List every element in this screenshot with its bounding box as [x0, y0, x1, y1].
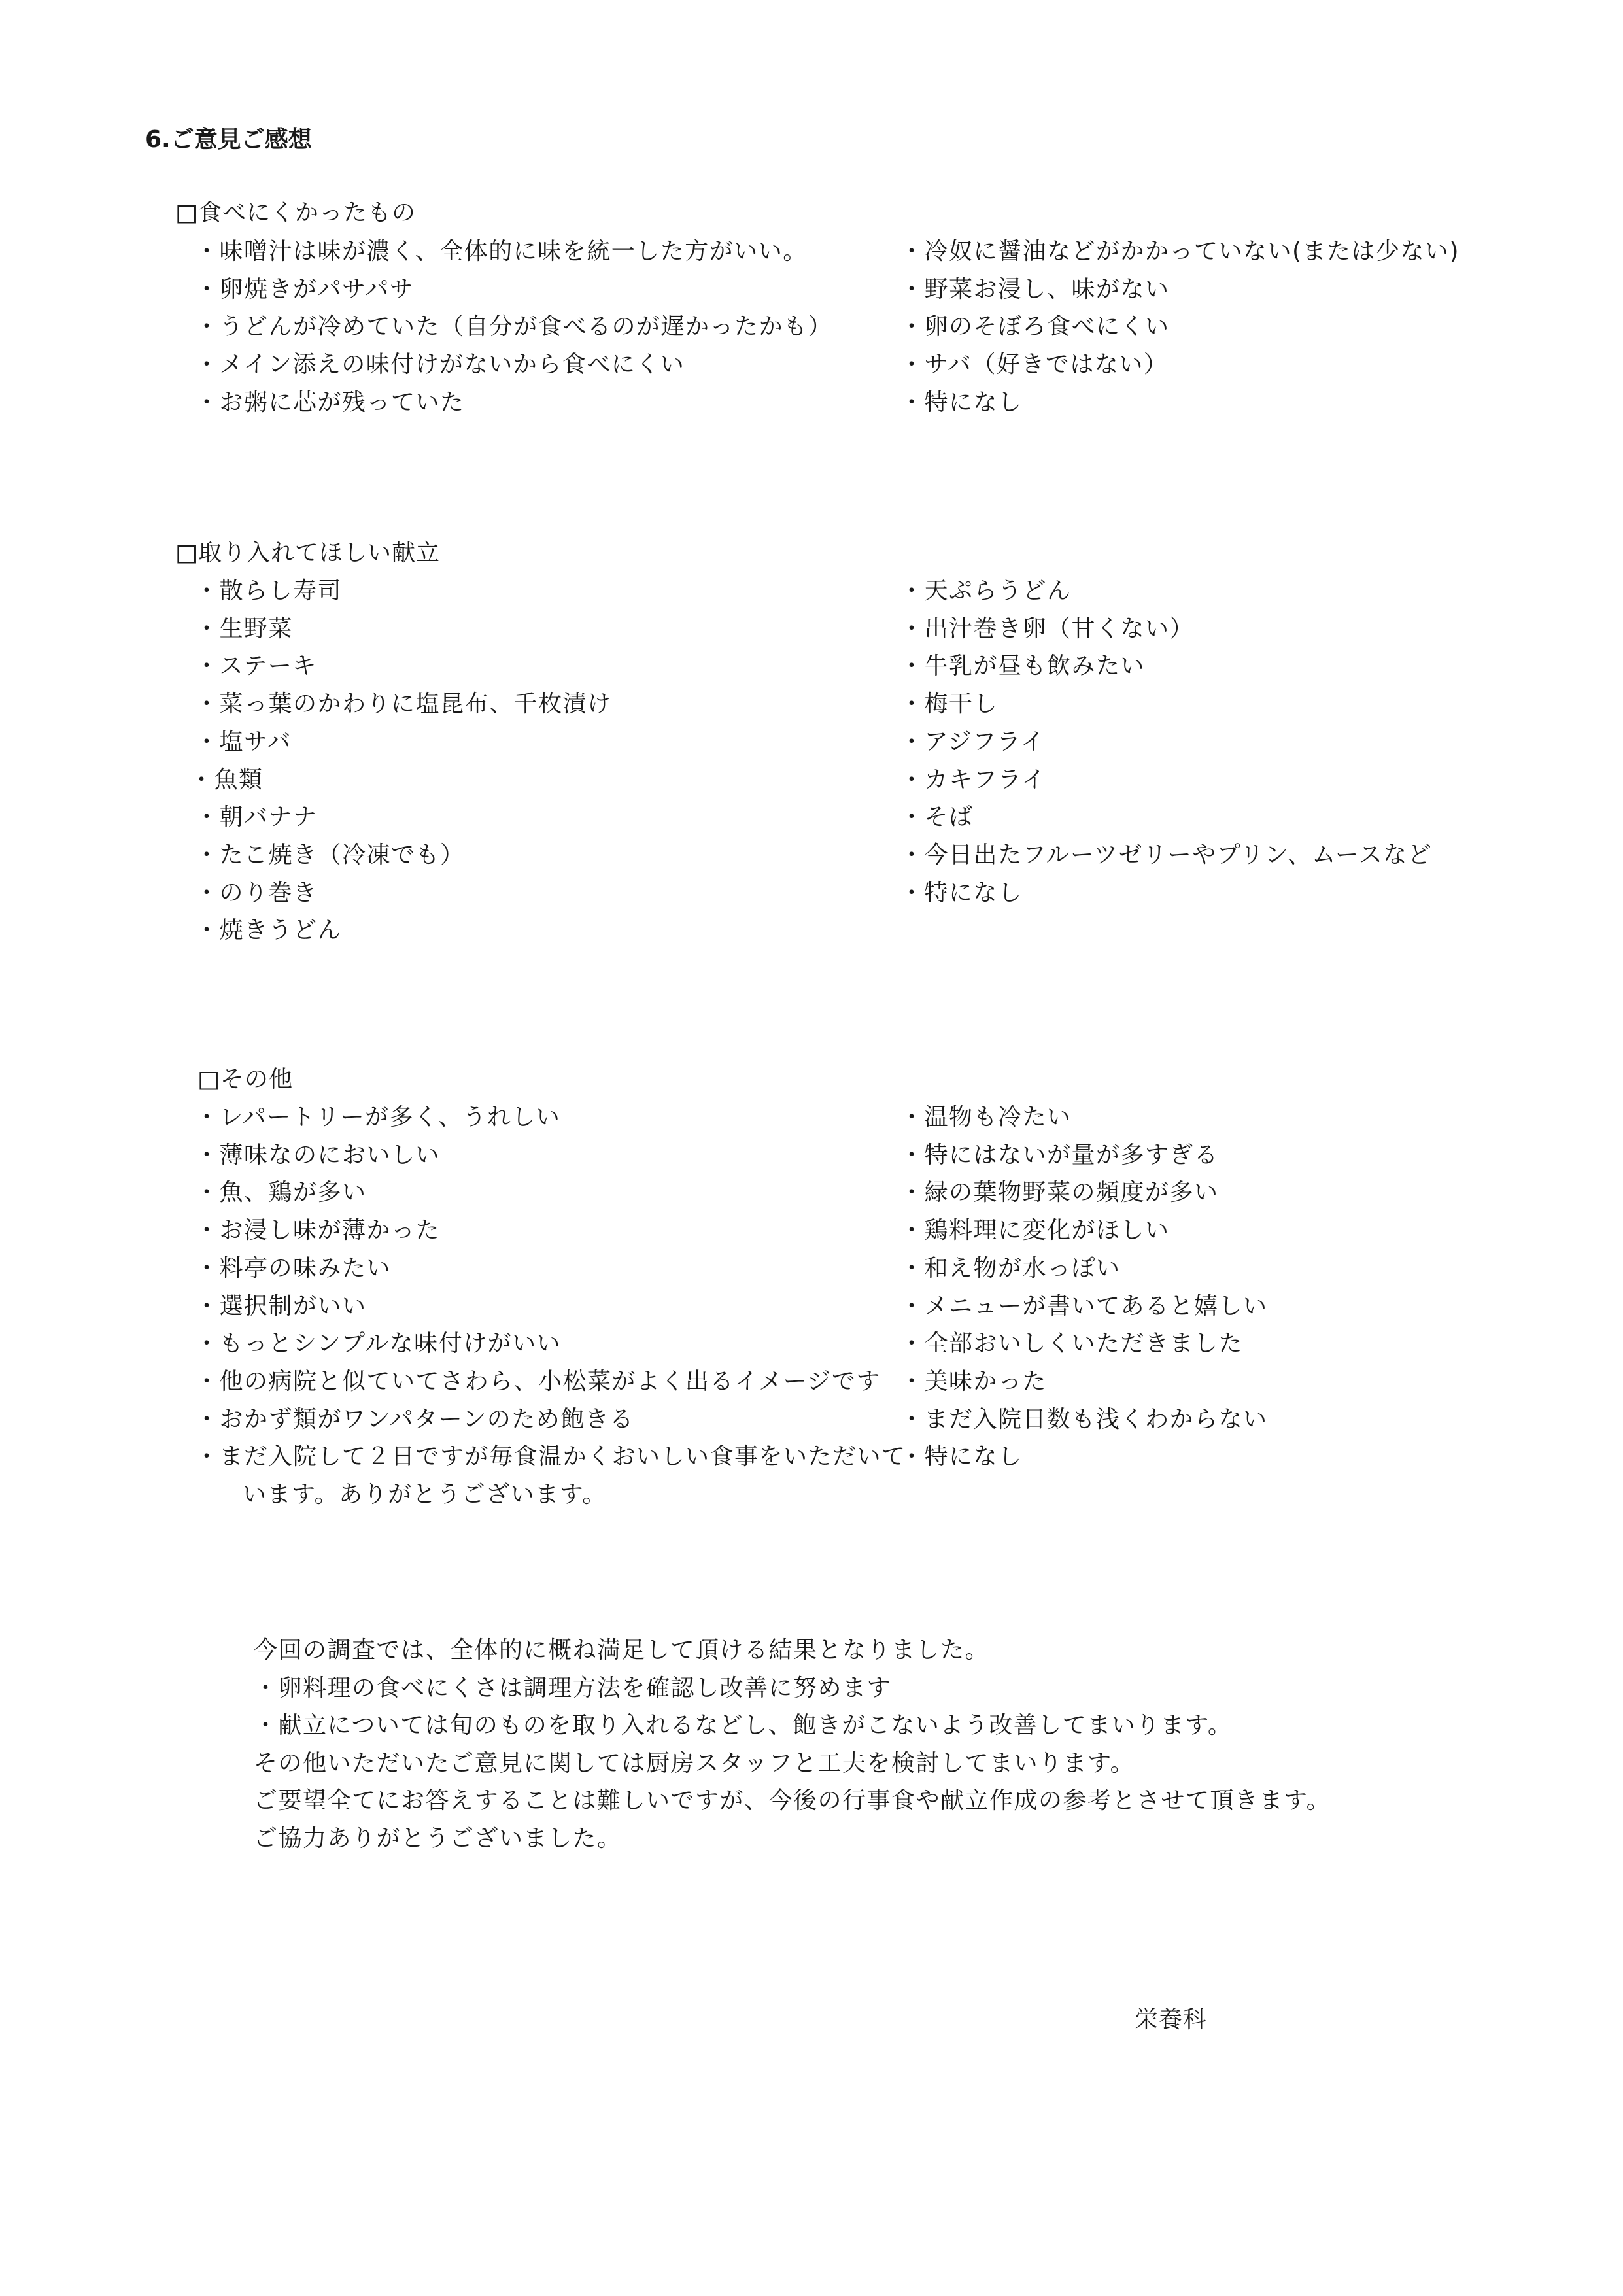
page-title: 6.ご意見ご感想 [145, 126, 312, 153]
list-item: ・特になし [900, 879, 1023, 906]
list-item: ・梅干し [900, 691, 999, 718]
list-item: ・卵のそぼろ食べにくい [900, 313, 1170, 341]
summary-line: ご要望全てにお答えすることは難しいですが、今後の行事食や献立作成の参考とさせて頂きます。 [254, 1787, 1331, 1814]
list-item: ・牛乳が昼も飲みたい [900, 653, 1146, 680]
list-item: ・メニューが書いてあると嬉しい [900, 1292, 1268, 1320]
summary-line: 今回の調査では、全体的に概ね満足して頂ける結果となりました。 [254, 1637, 990, 1664]
signature-department: 栄養科 [1135, 2006, 1208, 2033]
list-item: ・特にはないが量が多すぎる [900, 1141, 1219, 1169]
list-item: ・特になし [900, 1443, 1023, 1471]
list-item: ・カキフライ [900, 766, 1046, 793]
list-item: ・まだ入院日数も浅くわからない [900, 1405, 1268, 1433]
list-item: ・散らし寿司 [195, 577, 343, 604]
list-item: ・おかず類がワンパターンのため飽きる [195, 1405, 634, 1433]
hard-to-eat-right-list [900, 233, 1460, 422]
list-item: ・特になし [900, 388, 1023, 416]
list-item: ・料亭の味みたい [195, 1254, 392, 1282]
list-item: ・卵焼きがパサパサ [195, 275, 415, 303]
list-item: ・生野菜 [195, 615, 294, 642]
list-item: ・たこ焼き（冷凍でも） [195, 841, 465, 868]
list-item: ・まだ入院して２日ですが毎食温かくおいしい食事をいただいています。ありがとうございます。 [195, 1443, 906, 1509]
summary-block [254, 1632, 1331, 1857]
list-item: ・全部おいしくいただきました [900, 1330, 1244, 1358]
list-item: ・他の病院と似ていてさわら、小松菜がよく出るイメージです [195, 1367, 881, 1395]
summary-line: ・献立については旬のものを取り入れるなどし、飽きがこないよう改善してまいります。 [254, 1712, 1233, 1739]
hard-to-eat-left-list [195, 233, 832, 422]
list-item: ・選択制がいい [195, 1292, 367, 1320]
list-item: ・鶏料理に変化がほしい [900, 1217, 1170, 1244]
list-item: ・出汁巻き卵（甘くない） [900, 615, 1195, 642]
list-item: ・焼きうどん [195, 917, 343, 944]
list-item: ・アジフライ [900, 728, 1046, 755]
list-item: ・美味かった [900, 1367, 1048, 1395]
section-heading-other: □その他 [197, 1066, 294, 1093]
list-item: ・味噌汁は味が濃く、全体的に味を統一した方がいい。 [195, 238, 808, 265]
other-right-list [900, 1099, 1268, 1476]
section-heading-hard-to-eat: □食べにくかったもの [175, 199, 417, 226]
summary-line: その他いただいたご意見に関しては厨房スタッフと工夫を検討してまいります。 [254, 1749, 1135, 1777]
list-item: ・緑の葉物野菜の頻度が多い [900, 1179, 1219, 1207]
list-item: ・温物も冷たい [900, 1104, 1072, 1131]
list-item: ・お浸し味が薄かった [195, 1217, 441, 1244]
list-item: ・魚類 [190, 766, 264, 793]
list-item: ・薄味なのにおいしい [195, 1141, 441, 1169]
list-item: ・そば [900, 804, 974, 831]
list-item: ・レパートリーが多く、うれしい [195, 1104, 561, 1131]
list-item: ・もっとシンプルな味付けがいい [195, 1330, 562, 1358]
summary-line: ・卵料理の食べにくさは調理方法を確認し改善に努めます [254, 1674, 892, 1702]
list-item: ・メイン添えの味付けがないから食べにくい [195, 351, 685, 379]
list-item: ・和え物が水っぽい [900, 1254, 1121, 1282]
other-left-list [195, 1099, 929, 1514]
list-item: ・冷奴に醤油などがかかっていない(または少ない) [900, 238, 1460, 265]
list-item: ・ステーキ [195, 653, 317, 680]
list-item: ・今日出たフルーツゼリーやプリン、ムースなど [900, 841, 1433, 868]
list-item: ・魚、鶏が多い [195, 1179, 367, 1207]
requested-menus-right-list [900, 572, 1432, 912]
list-item: ・朝バナナ [195, 804, 318, 831]
requested-menus-left-list [190, 572, 612, 950]
list-item: ・菜っ葉のかわりに塩昆布、千枚漬け [195, 691, 612, 718]
list-item: ・天ぷらうどん [900, 577, 1072, 604]
list-item: ・塩サバ [195, 728, 292, 755]
list-item: ・のり巻き [195, 879, 318, 906]
list-item: ・お粥に芯が残っていた [195, 388, 465, 416]
summary-line: ご協力ありがとうございました。 [254, 1825, 622, 1852]
list-item: ・サバ（好きではない） [900, 351, 1169, 379]
list-item: ・うどんが冷めていた（自分が食べるのが遅かったかも） [195, 313, 833, 341]
section-heading-requested-menus: □取り入れてほしい献立 [175, 540, 441, 566]
list-item: ・野菜お浸し、味がない [900, 275, 1170, 303]
